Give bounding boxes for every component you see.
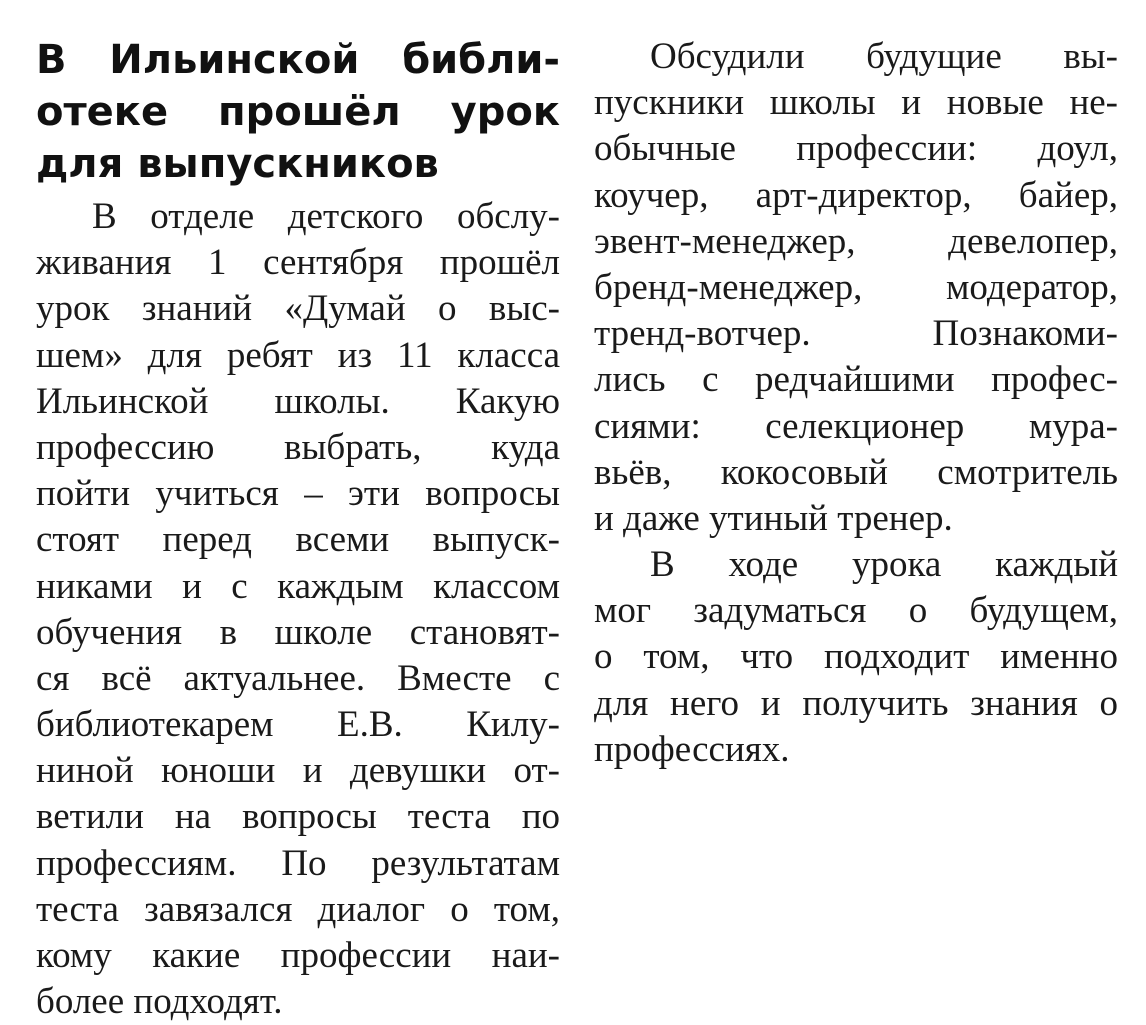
text-line: урок знаний «Думай о выс- [36, 288, 560, 330]
text-line: бренд-менеджер, модератор, [594, 266, 1118, 308]
text-line: В отделе детского обслу- [92, 196, 560, 237]
right-column [594, 34, 1118, 773]
text-line: и даже утиный тренер. [594, 497, 953, 539]
text-line: коучер, арт-директор, байер, [594, 174, 1118, 216]
text-line: для него и получить знания о [594, 682, 1118, 724]
text-line: Обсудили будущие вы- [650, 36, 1118, 77]
text-line: теста завязался диалог о том, [36, 888, 560, 930]
text-line: мог задуматься о будущем, [594, 590, 1118, 632]
text-line: лись с редчайшими профес- [594, 359, 1118, 401]
paragraph-2 [594, 34, 1118, 542]
text-line: кому какие профессии наи- [36, 935, 560, 976]
text-line: более подходят. [36, 981, 283, 1023]
text-line: ниной юноши и девушки от- [36, 750, 560, 792]
text-line: тренд-вотчер. Познакоми- [594, 313, 1118, 355]
text-line: эвент-менеджер, девелопер, [594, 220, 1118, 262]
text-line: вьёв, кокосовый смотритель [594, 451, 1118, 493]
text-line: живания 1 сентября прошёл [36, 242, 560, 284]
article-headline [36, 34, 560, 190]
headline-line: отеке прошёл урок [36, 89, 560, 135]
text-line: никами и с каждым классом [36, 565, 560, 607]
text-line: профессиях. [594, 728, 790, 770]
text-line: Ильинской школы. Какую [36, 380, 560, 422]
paragraph-1 [36, 194, 560, 1025]
text-line: В ходе урока каждый [650, 544, 1118, 586]
paragraph-3 [594, 542, 1118, 773]
text-line: сиями: селекционер мура- [594, 405, 1118, 447]
text-line: пускники школы и новые не- [594, 82, 1118, 124]
text-line: ветили на вопросы теста по [36, 796, 560, 838]
headline-line: В Ильинской библи- [36, 37, 560, 83]
text-line: пойти учиться – эти вопросы [36, 473, 560, 515]
left-column [36, 34, 560, 1025]
text-line: обучения в школе становят- [36, 611, 560, 653]
text-line: о том, что подходит именно [594, 636, 1118, 678]
text-line: профессию выбрать, куда [36, 426, 560, 468]
text-line: обычные профессии: доул, [594, 128, 1118, 170]
headline-line: для выпускников [36, 141, 439, 187]
text-line: шем» для ребят из 11 класса [36, 334, 560, 376]
text-line: профессиям. По результатам [36, 842, 560, 884]
text-line: библиотекарем Е.В. Килу- [36, 704, 560, 746]
text-line: стоят перед всеми выпуск- [36, 519, 560, 561]
text-line: ся всё актуальнее. Вместе с [36, 657, 560, 699]
